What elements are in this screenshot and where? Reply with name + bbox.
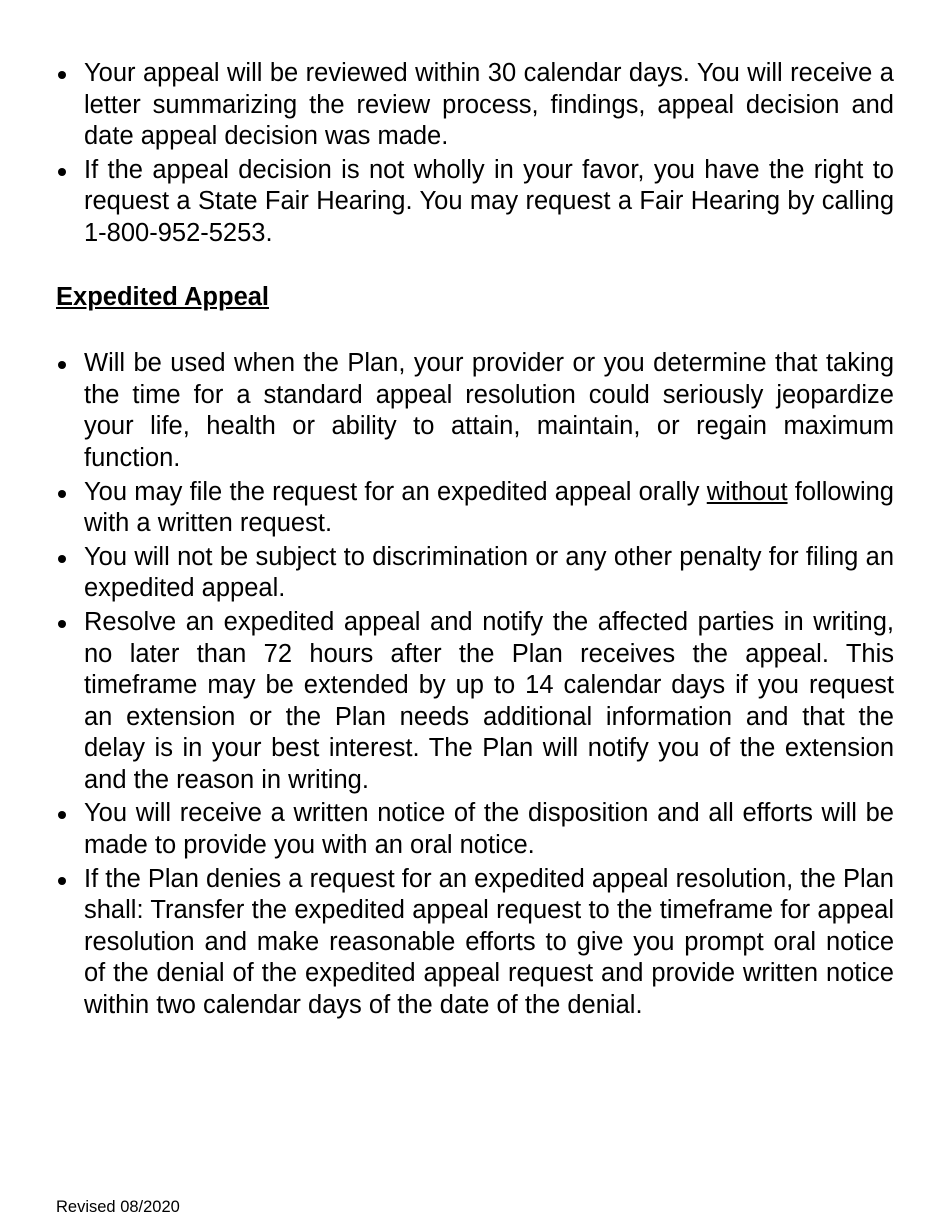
- bullet-text: You will receive a written notice of the disposition and all efforts will be made to provide you with an oral notice.: [84, 799, 894, 860]
- list-item: [56, 798, 894, 861]
- bullet-text: Your appeal will be reviewed within 30 calendar days. You will receive a letter summarizing the review process, findings, appeal decision and date appeal decision was made.: [84, 59, 894, 151]
- bullet-text-end: following with a written request.: [84, 477, 894, 538]
- bullet-icon: [58, 361, 66, 369]
- bullet-text: You will not be subject to discrimination or any other penalty for filing an expedited appeal.: [84, 542, 894, 603]
- revision-footer: Revised 08/2020: [56, 1198, 180, 1216]
- list-item: [56, 348, 894, 474]
- bullet-text: If the Plan denies a request for an expedited appeal resolution, the Plan shall: Transfer the expedited appeal request to the timeframe for appeal resolution and make reasonable efforts to give you prompt oral notice of the denial of the expedited appeal request and provide written notice within two calendar days of the date of the denial.: [84, 864, 894, 1020]
- list-item: [56, 58, 894, 153]
- bullet-text: Will be used when the Plan, your provider or you determine that taking the time for a standard appeal resolution could seriously jeopardize your life, health or ability to attain, maintain, or regain maximum function.: [84, 349, 894, 472]
- bullet-text: [84, 478, 894, 538]
- list-item: [56, 155, 894, 250]
- expedited-appeal-list: [56, 348, 894, 1021]
- list-item: [56, 607, 894, 797]
- list-item: [56, 864, 894, 1022]
- bullet-icon: [58, 811, 66, 819]
- bullet-icon: [58, 168, 66, 176]
- appeal-review-list: [56, 58, 894, 250]
- document-page: [56, 58, 894, 1024]
- bullet-icon: [58, 877, 66, 885]
- bullet-icon: [58, 555, 66, 563]
- section-heading: Expedited Appeal: [56, 282, 270, 311]
- bullet-text-start: You may file the request for an expedited appeal orally: [84, 477, 707, 506]
- list-item: [56, 542, 894, 605]
- bullet-icon: [58, 71, 66, 79]
- bullet-icon: [58, 490, 66, 498]
- bullet-text: If the appeal decision is not wholly in your favor, you have the right to request a State Fair Hearing. You may request a Fair Hearing by calling 1-800-952-5253.: [84, 155, 894, 247]
- underlined-word: without: [706, 477, 788, 506]
- bullet-text: Resolve an expedited appeal and notify the affected parties in writing, no later than 72 hours after the Plan receives the appeal. This timeframe may be extended by up to 14 calendar days if you request an extension or the Plan needs additional information and that the delay is in your best interest. The Plan will notify you of the extension and the reason in writing.: [84, 607, 894, 794]
- list-item: [56, 477, 894, 540]
- bullet-icon: [58, 620, 66, 628]
